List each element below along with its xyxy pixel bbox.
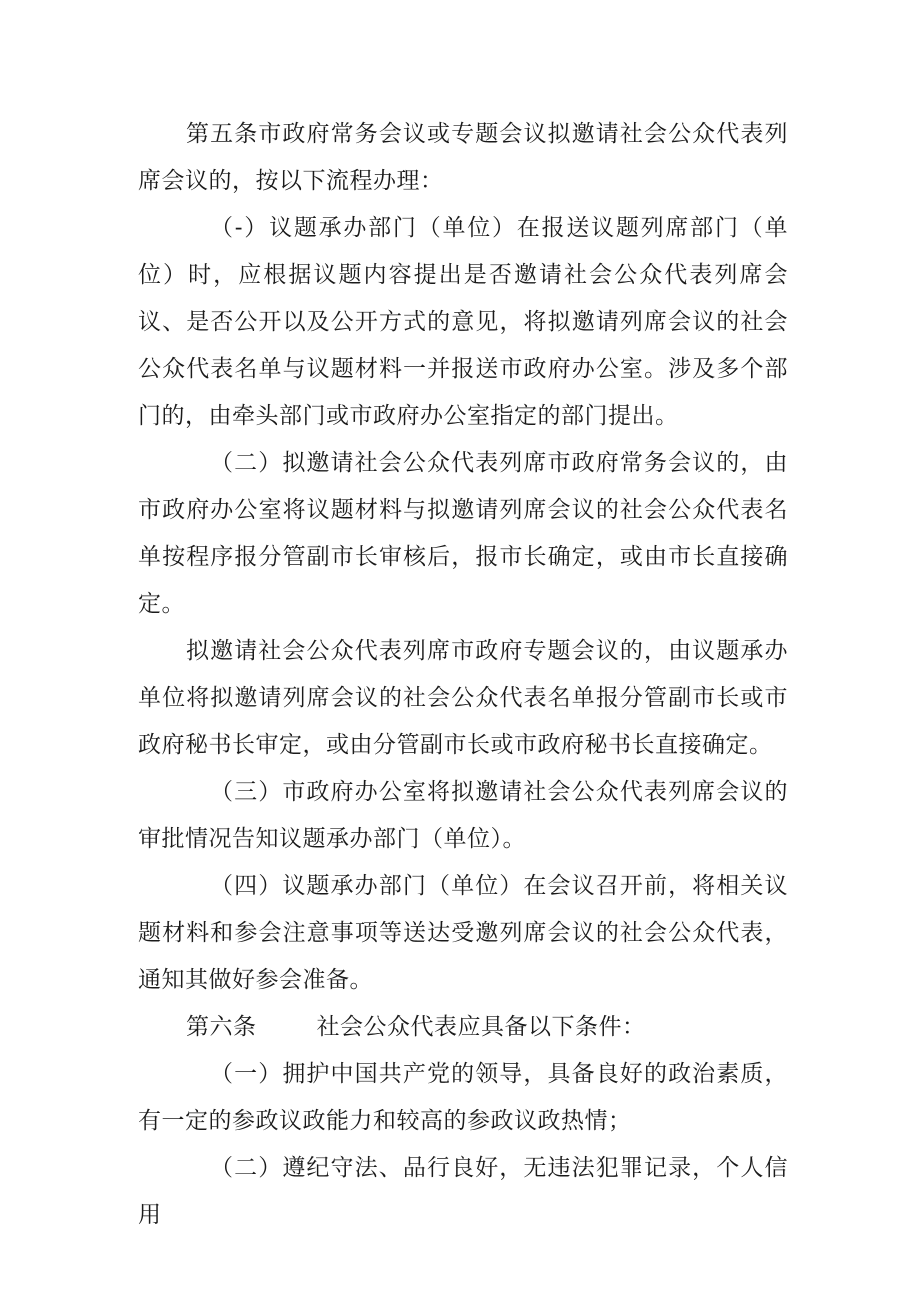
article-5-item-3: （三）市政府办公室将拟邀请社会公众代表列席会议的审批情况告知议题承办部门（单位）。: [138, 779, 788, 852]
article-5-intro: 第五条市政府常务会议或专题会议拟邀请社会公众代表列席会议的，按以下流程办理：: [138, 121, 788, 194]
document-body: [138, 111, 788, 1239]
article-5-item-2-continued: 拟邀请社会公众代表列席市政府专题会议的，由议题承办单位将拟邀请列席会议的社会公众代表名单报分管副市长或市政府秘书长审定，或由分管副市长或市政府秘书长直接确定。: [138, 638, 788, 758]
article-6-item-2: （二）遵纪守法、品行良好，无违法犯罪记录，个人信用: [138, 1155, 788, 1228]
article-6-item-1: （一）拥护中国共产党的领导，具备良好的政治素质，有一定的参政议政能力和较高的参政议政热情；: [138, 1061, 788, 1134]
article-5-item-2: （二）拟邀请社会公众代表列席市政府常务会议的，由市政府办公室将议题材料与拟邀请列席会议的社会公众代表名单按程序报分管副市长审核后，报市长确定，或由市长直接确定。: [138, 450, 788, 617]
article-6-heading: [138, 1004, 788, 1051]
article-5-item-1: （-）议题承办部门（单位）在报送议题列席部门（单位）时，应根据议题内容提出是否邀请社会公众代表列席会议、是否公开以及公开方式的意见，将拟邀请列席会议的社会公众代表名单与议题材料一并报送市政府办公室。涉及多个部门的，由牵头部门或市政府办公室指定的部门提出。: [138, 215, 788, 429]
article-6-title: 社会公众代表应具备以下条件：: [316, 1014, 646, 1040]
article-6-number: 第六条: [186, 1014, 257, 1040]
article-5-item-4: （四）议题承办部门（单位）在会议召开前，将相关议题材料和参会注意事项等送达受邀列席会议的社会公众代表，通知其做好参会准备。: [138, 873, 788, 993]
